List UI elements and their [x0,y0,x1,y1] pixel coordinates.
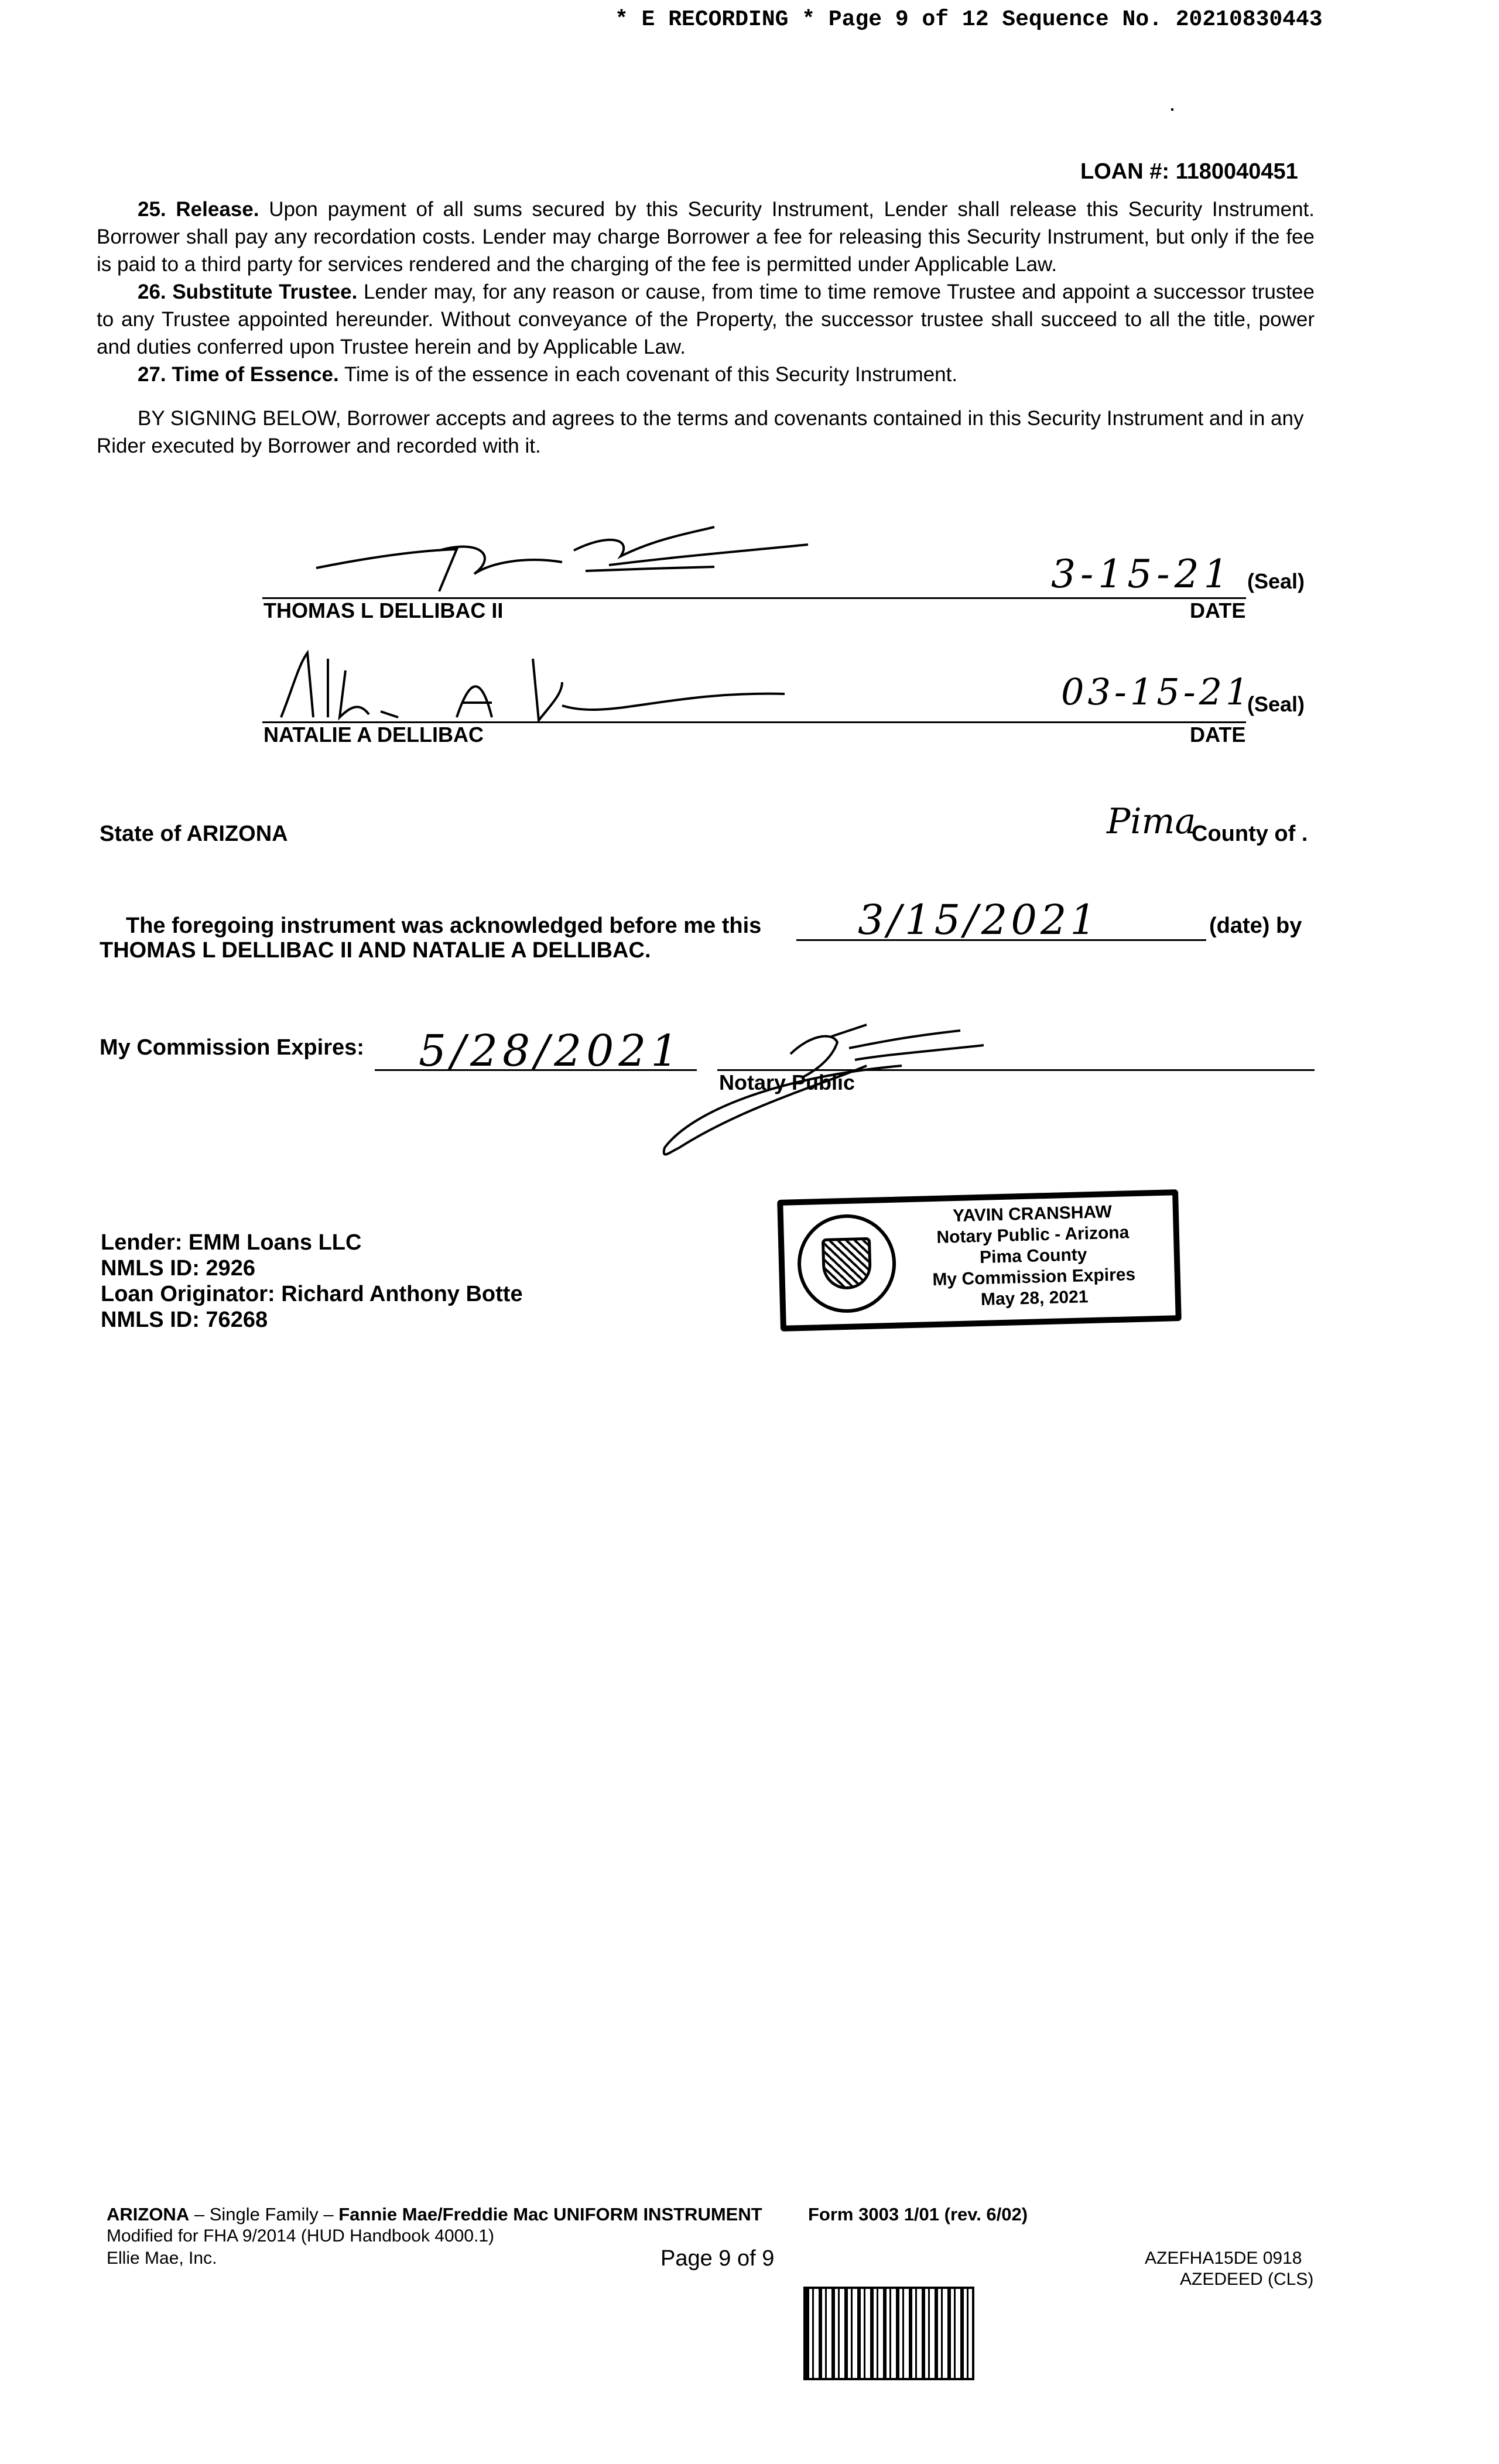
signature-date-natalie: 03-15-21 [1061,670,1252,713]
stamp-line: Pima County [979,1245,1087,1267]
signature-thomas [304,515,808,597]
lender-block [101,1230,523,1333]
section-26 [97,278,1315,361]
speck [1171,108,1173,111]
section-text: Upon payment of all sums secured by this Security Instrument, Lender shall release this Security Instrument. Borrower shall pay any recordation costs. Lender may charge Borrower a fee for releasing this Security Instrument, but only if the fee is paid to a third party for services rendered and the charging of the fee is permitted under Applicable Law. [97,198,1315,276]
commission-handwritten: 5/28/2021 [419,1026,683,1076]
section-title: Release. [176,198,259,221]
section-title: Time of Essence. [172,363,339,386]
footer-form: Form 3003 1/01 (rev. 6/02) [808,2204,1028,2225]
footer-code-1: AZEFHA15DE 0918 [1145,2249,1302,2268]
footer-page: Page 9 of 9 [660,2246,775,2271]
section-number: 26. [138,280,166,303]
lender-nmls: NMLS ID: 2926 [101,1256,255,1281]
date-label: DATE [1190,598,1246,622]
section-27 [97,361,1315,388]
signature-date-thomas: 3-15-21 [1051,552,1233,597]
ack-names: THOMAS L DELLIBAC II AND NATALIE A DELLIBAC. [100,938,651,963]
signing-statement: BY SIGNING BELOW, Borrower accepts and agrees to the terms and covenants contained in this Security Instrument and in any Rider executed by Borrower and recorded with it. [97,407,1304,457]
section-number: 25. [138,198,166,221]
footer-modified: Modified for FHA 9/2014 (HUD Handbook 4000.1) [107,2226,495,2246]
footer-vendor: Ellie Mae, Inc. [107,2249,217,2268]
county-label: County of . [1192,822,1308,846]
seal-label: (Seal) [1247,569,1305,593]
section-25 [97,196,1315,278]
section-text: Lender may, for any reason or cause, from time to time remove Trustee and appoint a successor trustee to any Trustee appointed hereunder. Without conveyance of the Property, the successor trustee shall succeed to all the title, power and duties conferred upon Trustee herein and by Applicable Law. [97,280,1315,358]
signer-name: THOMAS L DELLIBAC II [263,598,504,622]
section-title: Substitute Trustee. [172,280,358,303]
footer-line-1 [107,2204,762,2225]
barcode-icon [803,2287,974,2380]
stamp-line: My Commission Expires [932,1265,1136,1290]
footer-type: – Single Family – [194,2204,334,2225]
footer-code-2: AZEDEED (CLS) [1180,2270,1314,2289]
stamp-text [901,1200,1167,1313]
lender-line: Lender: EMM Loans LLC [101,1230,362,1255]
signature-natalie [258,647,785,723]
footer-instrument: Fannie Mae/Freddie Mac UNIFORM INSTRUMENT [338,2204,762,2225]
notary-public-label: Notary Public [719,1070,855,1094]
stamp-line: May 28, 2021 [980,1287,1089,1309]
recording-banner: * E RECORDING * Page 9 of 12 Sequence No. 20210830443 [615,7,1323,32]
commission-line [375,1069,697,1071]
covenants [97,196,1315,460]
footer-state: ARIZONA [107,2204,190,2225]
stamp-line: Notary Public - Arizona [936,1223,1130,1247]
shield-icon [822,1237,872,1290]
loan-number-line [1080,159,1298,184]
signer-name: NATALIE A DELLIBAC [263,723,484,747]
state-label: State of ARIZONA [100,822,288,846]
loan-number: 1180040451 [1175,159,1298,184]
date-label: DATE [1190,723,1246,747]
ack-prefix: The foregoing instrument was acknowledged before me this [126,913,762,938]
county-handwritten: Pima [1107,801,1196,842]
commission-label: My Commission Expires: [100,1035,364,1060]
ack-date-handwritten: 3/15/2021 [858,896,1100,944]
loan-label: LOAN #: [1080,159,1169,184]
notary-seal-emblem [796,1213,897,1314]
originator-line: Loan Originator: Richard Anthony Botte [101,1282,523,1306]
stamp-line: YAVIN CRANSHAW [952,1202,1113,1226]
section-text: Time is of the essence in each covenant of this Security Instrument. [344,363,958,386]
notary-stamp [777,1189,1182,1332]
section-number: 27. [138,363,166,386]
seal-label: (Seal) [1247,692,1305,716]
ack-suffix: (date) by [1209,913,1302,938]
originator-nmls: NMLS ID: 76268 [101,1308,268,1332]
ack-date-line [796,939,1206,941]
